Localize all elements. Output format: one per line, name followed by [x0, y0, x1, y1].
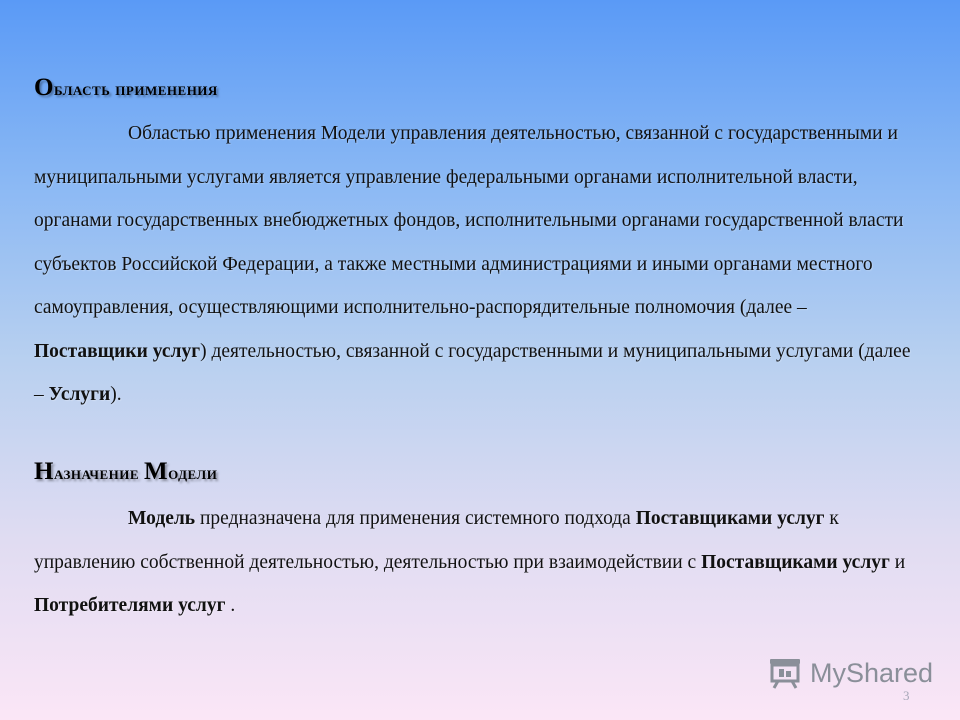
bold-term-model: Модель — [128, 508, 196, 529]
text-run: . — [225, 595, 236, 616]
bold-term-services: Услуги — [48, 384, 111, 405]
heading-rest: азначение — [53, 463, 145, 483]
bold-term-providers: Поставщиками услуг — [635, 508, 825, 529]
bold-term-providers: Поставщиками услуг — [701, 551, 890, 573]
text-run: Областью применения Модели управления деятельностью, связанной с государственными и муниципальными услугами является управление федеральными органами исполнительной власти, органами государственных внебюджетных фондов, исполнительными органами государственной власти субъектов Российской Федерации, а также местными администрациями и иными органами местного самоуправления, осуществляющими исполнительно-распорядительные полномочия (далее – — [34, 123, 904, 318]
text-run: предназначена для применения системного подхода — [195, 508, 636, 529]
purpose-paragraph — [34, 497, 924, 628]
scope-paragraph — [34, 112, 924, 417]
section-heading-scope — [34, 74, 218, 102]
bold-term-providers: Поставщики услуг — [34, 340, 201, 362]
text-run: ) деятельностью, связанной с государственными и муниципальными услугами (далее – — [34, 340, 911, 405]
text-run: и — [889, 551, 906, 573]
heading-initial: М — [144, 458, 169, 485]
section-heading-purpose — [34, 458, 217, 486]
slide-number: 3 — [903, 688, 910, 703]
text-run: к управлению собственной деятельностью, деятельностью при взаимодействии с — [34, 508, 839, 573]
text-run: ). — [110, 384, 122, 405]
heading-initial: Н — [34, 458, 54, 485]
heading-rest: бласть применения — [53, 79, 218, 99]
presentation-board-icon — [768, 657, 802, 689]
heading-rest: одели — [168, 463, 218, 483]
watermark-logo — [768, 656, 933, 690]
bold-term-consumers: Потребителями услуг — [34, 595, 226, 616]
heading-initial: О — [34, 74, 54, 101]
logo-text: MyShared — [810, 657, 934, 688]
